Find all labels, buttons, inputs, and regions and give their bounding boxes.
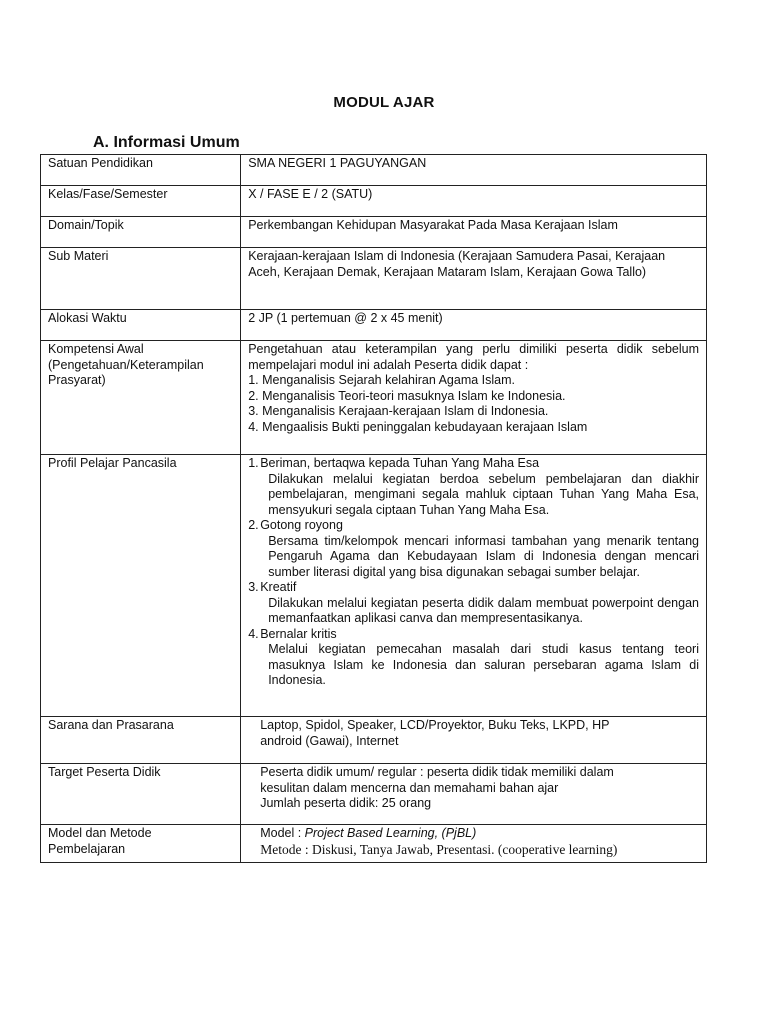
row-label: Sarana dan Prasarana	[41, 717, 241, 764]
row-value: Kerajaan-kerajaan Islam di Indonesia (Kerajaan Samudera Pasai, Kerajaan Aceh, Kerajaan Demak, Kerajaan Mataram Islam, Kerajaan Gowa Tallo)	[241, 248, 707, 310]
item-description: Melalui kegiatan pemecahan masalah dari studi kasus tentang teori masuknya Islam ke Indonesia dan saluran persebaran agama Islam di Indonesia.	[268, 642, 699, 687]
row-value: X / FASE E / 2 (SATU)	[241, 186, 707, 217]
item-description: Dilakukan melalui kegiatan berdoa sebelum pembelajaran dan diakhir pembelajaran, mengimani segala mahluk ciptaan Tuhan Yang Maha Esa, mensyukuri segala ciptaan Tuhan Yang Maha Esa.	[268, 471, 699, 517]
table-row	[41, 155, 707, 186]
list-item	[248, 456, 699, 518]
kompetensi-intro: Pengetahuan atau keterampilan yang perlu dimiliki peserta didik sebelum mempelajari modul ini adalah Peserta didik dapat :	[248, 342, 699, 372]
value-line: Laptop, Spidol, Speaker, LCD/Proyektor, Buku Teks, LKPD, HP	[260, 718, 610, 732]
row-label: Profil Pelajar Pancasila	[41, 455, 241, 717]
list-item	[248, 580, 699, 627]
value-line: Jumlah peserta didik: 25 orang	[260, 796, 432, 810]
value-line: kesulitan dalam mencerna dan memahami bahan ajar	[260, 780, 559, 795]
item-number: 4.	[248, 626, 259, 641]
kompetensi-item: 3. Menganalisis Kerajaan-kerajaan Islam di Indonesia.	[248, 404, 549, 418]
value-line: android (Gawai), Internet	[260, 733, 399, 748]
row-value: 2 JP (1 pertemuan @ 2 x 45 menit)	[241, 310, 707, 341]
label-line: Model dan Metode	[48, 826, 152, 840]
item-heading: Kreatif	[260, 580, 297, 594]
row-value	[241, 341, 707, 455]
label-line: Kompetensi Awal	[48, 342, 144, 356]
label-line: Prasyarat)	[48, 373, 106, 387]
model-value: Project Based Learning, (PjBL)	[304, 826, 477, 840]
table-row	[41, 717, 707, 764]
value-line: Peserta didik umum/ regular : peserta didik tidak memiliki dalam	[260, 765, 614, 779]
table-row	[41, 341, 707, 455]
row-label: Satuan Pendidikan	[41, 155, 241, 186]
document-title: MODUL AJAR	[333, 94, 435, 111]
table-row	[41, 764, 707, 825]
row-value: SMA NEGERI 1 PAGUYANGAN	[241, 155, 707, 186]
item-heading: Gotong royong	[260, 518, 343, 532]
item-description: Dilakukan melalui kegiatan peserta didik dalam membuat powerpoint dengan memanfaatkan aplikasi canva dan mempresentasikanya.	[268, 595, 699, 625]
metode-line: Metode : Diskusi, Tanya Jawab, Presentasi. (cooperative learning)	[260, 841, 618, 857]
row-value	[241, 717, 707, 764]
profil-list	[248, 456, 699, 689]
kompetensi-item: 1. Menganalisis Sejarah kelahiran Agama Islam.	[248, 373, 516, 387]
table-row	[41, 455, 707, 717]
list-item	[248, 626, 699, 689]
row-label	[41, 825, 241, 863]
row-label: Target Peserta Didik	[41, 764, 241, 825]
row-value	[241, 455, 707, 717]
list-item	[248, 518, 699, 580]
row-value: Perkembangan Kehidupan Masyarakat Pada Masa Kerajaan Islam	[241, 217, 707, 248]
table-row	[41, 217, 707, 248]
table-row	[41, 825, 707, 863]
item-heading: Bernalar kritis	[260, 626, 337, 641]
row-label: Sub Materi	[41, 248, 241, 310]
info-table	[40, 154, 707, 863]
model-prefix: Model :	[260, 826, 305, 840]
table-row	[41, 186, 707, 217]
kompetensi-item: 2. Menganalisis Teori-teori masuknya Islam ke Indonesia.	[248, 388, 566, 403]
item-heading: Beriman, bertaqwa kepada Tuhan Yang Maha Esa	[260, 456, 540, 470]
item-number: 1.	[248, 456, 259, 470]
label-line: (Pengetahuan/Keterampilan	[48, 357, 204, 372]
row-label: Kelas/Fase/Semester	[41, 186, 241, 217]
kompetensi-item: 4. Mengaalisis Bukti peninggalan kebudayaan kerajaan Islam	[248, 419, 588, 434]
row-value	[241, 764, 707, 825]
section-heading: A. Informasi Umum	[93, 134, 240, 151]
table-row	[41, 248, 707, 310]
row-label	[41, 341, 241, 455]
item-number: 3.	[248, 580, 259, 594]
item-number: 2.	[248, 518, 259, 532]
item-description: Bersama tim/kelompok mencari informasi tambahan yang menarik tentang Pengaruh Agama dan Kebudayaan Islam di Indonesia dengan mencari sumber literasi digital yang bisa digunakan sebagai sumber belajar.	[268, 533, 699, 579]
row-value	[241, 825, 707, 863]
label-line: Pembelajaran	[48, 841, 126, 856]
row-label: Domain/Topik	[41, 217, 241, 248]
table-row	[41, 310, 707, 341]
row-label: Alokasi Waktu	[41, 310, 241, 341]
